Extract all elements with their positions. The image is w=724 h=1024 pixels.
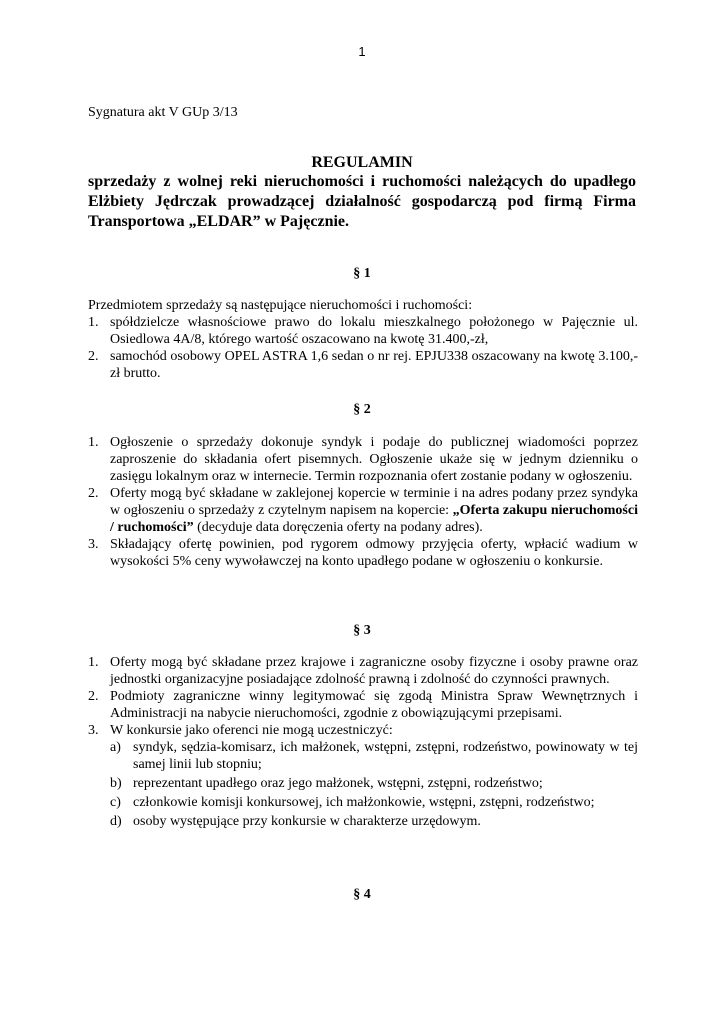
item-number: 2. (88, 486, 99, 501)
list-item (88, 348, 638, 382)
item-text: (decyduje data doręczenia oferty na podany adres). (193, 520, 483, 535)
item-text: Podmioty zagraniczne winny legitymować się zgodą Ministra Spraw Wewnętrznych i Administracji na nabycie nieruchomości, zgodnie z obowiązującymi przepisami. (110, 689, 638, 721)
section-2-body (88, 434, 638, 570)
item-text: reprezentant upadłego oraz jego małżonek, wstępni, zstępni, rodzeństwo; (133, 776, 543, 791)
item-letter: d) (110, 814, 122, 829)
item-number: 2. (88, 689, 99, 704)
item-number: 2. (88, 349, 99, 364)
section-1-intro: Przedmiotem sprzedaży są następujące nieruchomości i ruchomości: (88, 298, 473, 313)
list-item (88, 314, 638, 348)
case-signature: Sygnatura akt V GUp 3/13 (88, 105, 238, 120)
section-3-list (88, 654, 638, 830)
item-letter: a) (110, 740, 121, 755)
item-number: 1. (88, 435, 99, 450)
document-subtitle: sprzedaży z wolnej reki nieruchomości i ruchomości należących do upadłego Elżbiety Jędrczak prowadzącej działalność gospodarczą pod firmą Firma Transportowa „ELDAR” w Pajęcznie. (88, 173, 636, 230)
item-number: 1. (88, 315, 99, 330)
list-item (88, 775, 638, 792)
list-item (88, 794, 638, 811)
list-item (88, 536, 638, 570)
document-title: REGULAMIN (311, 154, 413, 171)
title-block (88, 153, 636, 232)
list-item (88, 722, 638, 830)
list-item (88, 813, 638, 830)
exclusion-list (88, 739, 638, 830)
section-3-body (88, 654, 638, 832)
list-item (88, 688, 638, 722)
section-1-list (88, 314, 638, 382)
item-text: W konkursie jako oferenci nie mogą uczestniczyć: (110, 723, 393, 738)
item-number: 3. (88, 537, 99, 552)
item-text: spółdzielcze własnościowe prawo do lokalu mieszkalnego położonego w Pajęcznie ul. Osiedlowa 4A/8, którego wartość oszacowano na kwotę 31.400,-zł, (110, 315, 638, 347)
list-item (88, 654, 638, 688)
item-text: samochód osobowy OPEL ASTRA 1,6 sedan o nr rej. EPJU338 oszacowany na kwotę 3.100,-zł brutto. (110, 349, 638, 381)
item-number: 1. (88, 655, 99, 670)
item-text: Oferty mogą być składane przez krajowe i zagraniczne osoby fizyczne i osoby prawne oraz jednostki organizacyjne posiadające zdolność prawną i zdolność do czynności prawnych. (110, 655, 638, 687)
section-1-body (88, 297, 638, 382)
list-item (88, 434, 638, 485)
section-4-heading: § 4 (353, 887, 371, 902)
item-text: Składający ofertę powinien, pod rygorem odmowy przyjęcia oferty, wpłacić wadium w wysokości 5% ceny wywoławczej na konto upadłego podane w ogłoszeniu o konkursie. (110, 537, 638, 569)
page-number: 1 (358, 44, 366, 59)
item-text: Oferty mogą być składane w zaklejonej kopercie w terminie i na adres podany przez syndyka w ogłoszeniu o sprzedaży z czytelnym napisem na kopercie: (110, 486, 638, 518)
section-1-heading: § 1 (353, 266, 371, 281)
item-text: członkowie komisji konkursowej, ich małżonkowie, wstępni, zstępni, rodzeństwo; (133, 795, 595, 810)
item-text: osoby występujące przy konkursie w charakterze urzędowym. (133, 814, 481, 829)
item-number: 3. (88, 723, 99, 738)
section-2-list (88, 434, 638, 570)
list-item (88, 739, 638, 773)
list-item (88, 485, 638, 536)
item-letter: b) (110, 776, 122, 791)
item-letter: c) (110, 795, 121, 810)
item-text: Ogłoszenie o sprzedaży dokonuje syndyk i podaje do publicznej wiadomości poprzez zaproszenie do składania ofert pisemnych. Ogłoszenie ukaże się w jednym dzienniku o zasięgu lokalnym oraz w internecie. Termin rozpoznania ofert zostanie podany w ogłoszeniu. (110, 435, 638, 484)
item-text: syndyk, sędzia-komisarz, ich małżonek, wstępni, zstępni, rodzeństwo, powinowaty w tej samej linii lub stopniu; (133, 740, 638, 772)
section-2-heading: § 2 (353, 402, 371, 417)
section-3-heading: § 3 (353, 623, 371, 638)
envelope-label: „Oferta zakupu nieruchomości / ruchomości” (110, 503, 638, 535)
